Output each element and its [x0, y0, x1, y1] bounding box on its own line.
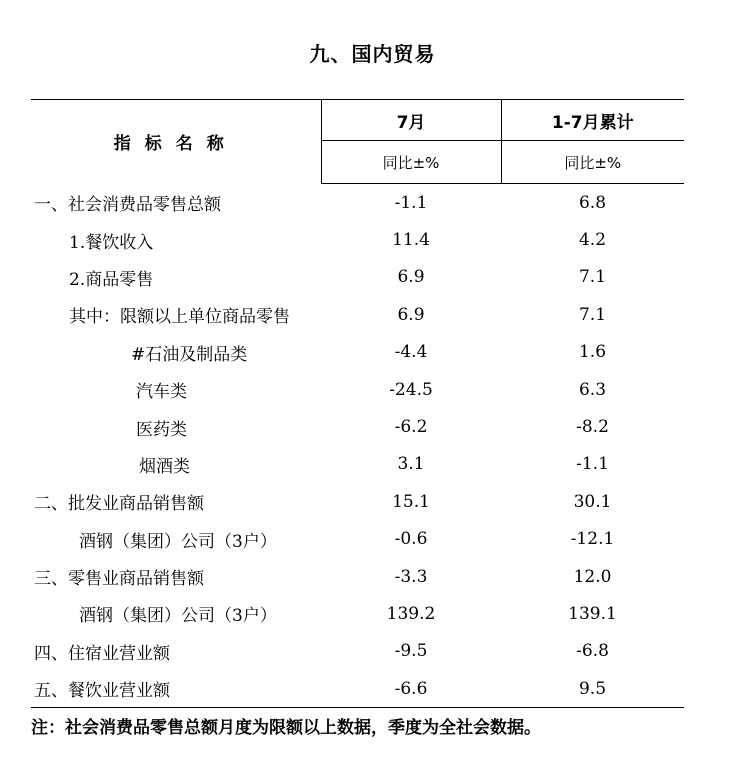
row-label: #石油及制品类: [131, 344, 248, 365]
cumulative-value: 30.1: [573, 491, 612, 512]
cumulative-yoy-header: 同比±%: [501, 141, 684, 184]
table-row: [31, 184, 684, 222]
row-label: 二、批发业商品销售额: [34, 494, 204, 515]
table-row: [31, 296, 684, 333]
month-header: 7月: [321, 100, 501, 141]
cumulative-value: 6.8: [578, 192, 607, 213]
month-value: -24.5: [389, 379, 433, 400]
month-value: 3.1: [397, 454, 425, 475]
month-value: -0.6: [394, 529, 428, 550]
table-row: [31, 595, 684, 632]
cumulative-value: 9.5: [501, 670, 684, 708]
table-row: [31, 408, 684, 445]
indicator-name-header: 指标名称: [31, 100, 321, 184]
trade-table: [31, 99, 684, 708]
table-row: [31, 483, 684, 520]
row-label: 酒钢（集团）公司（3户）: [79, 531, 277, 552]
row-label: 酒钢（集团）公司（3户）: [79, 606, 277, 627]
month-value: -6.6: [321, 670, 501, 708]
month-value: 15.1: [392, 491, 430, 512]
row-label: 医药类: [136, 419, 187, 440]
cumulative-value: 7.1: [578, 304, 607, 325]
row-label: 1.餐饮收入: [69, 232, 154, 253]
footnote: 注：社会消费品零售总额月度为限额以上数据，季度为全社会数据。: [31, 718, 541, 738]
table-row: [31, 259, 684, 296]
cumulative-value: 6.3: [578, 379, 607, 400]
month-value: -6.2: [394, 417, 428, 438]
cumulative-value: 1.6: [578, 342, 607, 363]
row-label: 其中：限额以上单位商品零售: [69, 307, 290, 328]
row-label: 三、零售业商品销售额: [34, 569, 204, 590]
page-title: 九、国内贸易: [309, 42, 436, 66]
table-row: [31, 221, 684, 258]
month-value: -1.1: [394, 192, 428, 213]
month-value: 6.9: [397, 267, 425, 288]
table-row: [31, 670, 684, 708]
row-label: 2.商品零售: [69, 269, 154, 290]
month-value: -9.5: [394, 641, 428, 662]
month-value: 6.9: [397, 304, 425, 325]
month-yoy-header: 同比±%: [321, 141, 501, 184]
cumulative-value: -6.8: [576, 641, 609, 662]
cumulative-value: 139.1: [568, 603, 617, 624]
row-label: 一、社会消费品零售总额: [34, 194, 221, 215]
row-label: 四、住宿业营业额: [34, 643, 170, 664]
month-value: 11.4: [392, 230, 430, 251]
table-row: [31, 558, 684, 595]
row-label: 五、餐饮业营业额: [31, 670, 321, 708]
row-label: 烟酒类: [139, 456, 190, 477]
month-value: -3.3: [394, 566, 428, 587]
cumulative-value: -8.2: [576, 417, 609, 438]
table-row: [31, 521, 684, 558]
cumulative-value: 7.1: [578, 267, 607, 288]
table-row: [31, 334, 684, 371]
row-label: 汽车类: [136, 382, 187, 403]
cumulative-value: 12.0: [573, 566, 612, 587]
cumulative-value: -12.1: [570, 529, 615, 550]
cumulative-header: 1-7月累计: [501, 100, 684, 141]
cumulative-value: -1.1: [576, 454, 609, 475]
table-row: [31, 633, 684, 670]
month-value: -4.4: [394, 342, 428, 363]
header-row: [31, 100, 684, 141]
table-row: [31, 371, 684, 408]
table-row: [31, 446, 684, 483]
cumulative-value: 4.2: [578, 230, 607, 251]
month-value: 139.2: [386, 603, 436, 624]
